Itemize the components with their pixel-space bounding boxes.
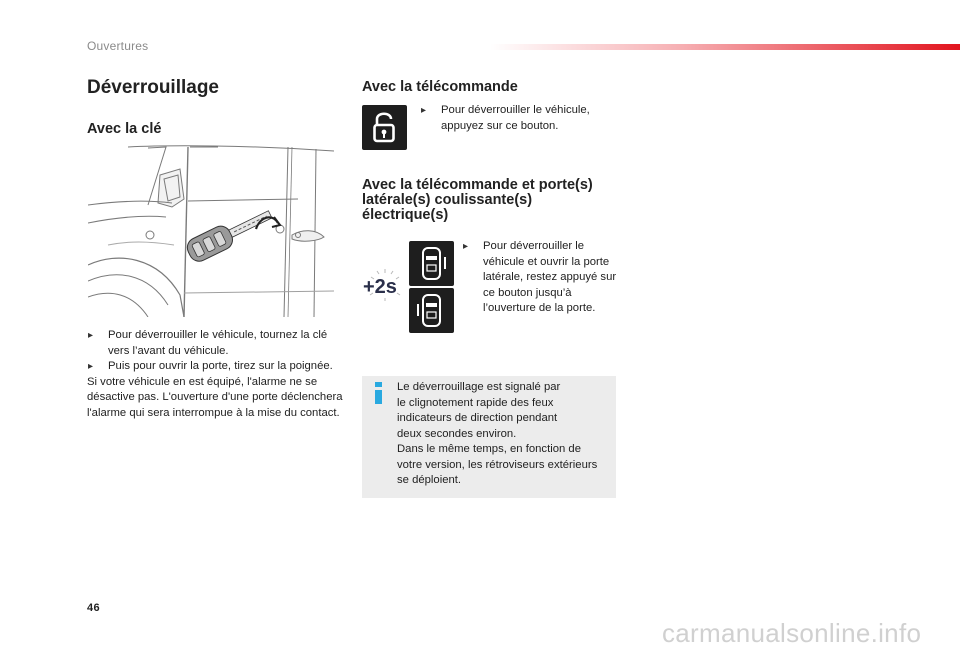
car-door-key-illustration (88, 145, 334, 317)
info-line: votre version, les rétroviseurs extérieurs (397, 458, 598, 471)
unlock-button-icon (362, 105, 407, 150)
key-instructions (87, 328, 345, 421)
info-line: indicateurs de direction pendant (397, 412, 558, 424)
sliding-bullet: ▸ Pour déverrouiller le véhicule et ouvrir la porte latérale, restez appuyé sur ce bouton jusqu’à l’ouverture de la porte. (462, 239, 622, 317)
section-header: Ouvertures (87, 39, 149, 53)
info-line: deux secondes environ. (397, 427, 517, 440)
van-left-door-icon (409, 241, 454, 286)
key-section-heading: Avec la clé (87, 121, 162, 137)
info-line: le clignotement rapide des feux (397, 396, 554, 409)
unlock-icon (362, 105, 407, 150)
remote-instructions (420, 103, 620, 134)
info-line: se déploient. (397, 474, 462, 486)
info-text (397, 380, 617, 489)
header-accent-bar (490, 44, 960, 50)
van-right-door-icon (409, 288, 454, 333)
sliding-door-section-heading: Avec la télécommande et porte(s) latérale(s) coulissante(s) électrique(s) (362, 177, 593, 223)
info-line: Dans le même temps, en fonction de (397, 443, 581, 455)
info-line: Le déverrouillage est signalé par (397, 381, 561, 393)
page-number: 46 (87, 602, 101, 614)
watermark: carmanualsonline.info (662, 618, 922, 648)
remote-section-heading: Avec la télécommande (362, 79, 518, 95)
sliding-door-instructions (462, 239, 622, 317)
info-icon (372, 381, 386, 405)
key-bullet-1: ▸ Pour déverrouiller le véhicule, tournez la clé vers l’avant du véhicule. (87, 328, 345, 359)
remote-bullet: ▸ Pour déverrouiller le véhicule, appuyez sur ce bouton. (420, 103, 620, 134)
duration-label: +2s (363, 276, 397, 298)
key-bullet-2: ▸ Puis pour ouvrir la porte, tirez sur la poignée. (87, 359, 345, 375)
page-title: Déverrouillage (87, 77, 219, 98)
alarm-note: Si votre véhicule en est équipé, l'alarme ne se désactive pas. L'ouverture d'une porte déclenchera l'alarme qui sera interrompue à la mise du contact. (87, 375, 343, 419)
right-sliding-door-button (409, 288, 454, 333)
left-sliding-door-button (409, 241, 454, 286)
hold-two-seconds-icon (362, 265, 408, 305)
